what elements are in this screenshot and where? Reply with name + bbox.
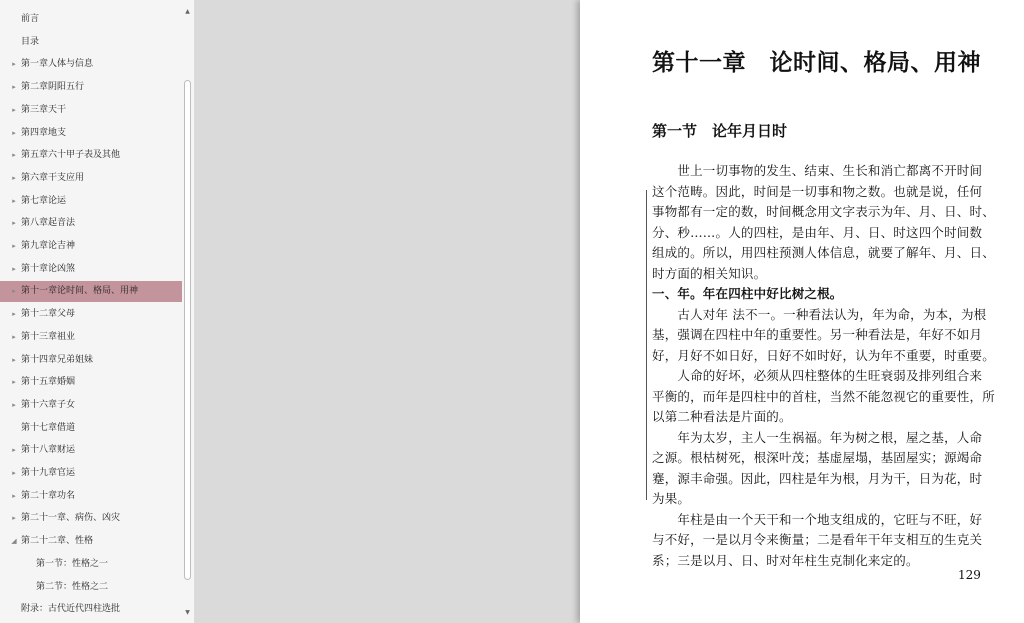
toc-item-label: 第二十章功名 [21, 490, 76, 501]
text-line: 分、秒……。人的四柱，是由年、月、日、时这四个时间数 [652, 224, 983, 240]
toc-item-label: 第二章阴阳五行 [21, 82, 85, 93]
toc-item[interactable] [0, 123, 182, 144]
expand-arrow-icon[interactable]: ▸ [12, 128, 16, 137]
text-line: 世上一切事物的发生、结束、生长和消亡都离不开时间 [652, 163, 983, 178]
expand-arrow-icon[interactable]: ▸ [12, 332, 16, 341]
text-line: 年柱是由一个天干和一个地支组成的，它旺与不旺，好 [652, 511, 983, 527]
toc-item-label: 第八章起音法 [21, 218, 76, 229]
toc-item[interactable] [0, 463, 182, 484]
expand-arrow-icon[interactable]: ▸ [12, 491, 16, 500]
toc-item[interactable] [0, 213, 182, 234]
expand-arrow-icon[interactable]: ▸ [12, 219, 16, 228]
toc-item-label: 第四章地支 [21, 127, 67, 138]
sidebar-scrollbar[interactable] [183, 8, 192, 617]
toc-item-label: 第五章六十甲子表及其他 [21, 150, 121, 161]
toc-sidebar [0, 0, 195, 623]
toc-item[interactable] [0, 327, 182, 348]
toc-item-label: 第十八章财运 [21, 445, 76, 456]
toc-item[interactable] [0, 236, 182, 257]
text-line: 基，强调在四柱中年的重要性。另一种看法是，年好不如月 [652, 327, 983, 342]
expand-arrow-icon[interactable]: ▸ [12, 60, 16, 69]
toc-item[interactable] [0, 259, 182, 280]
expand-arrow-icon[interactable]: ▸ [12, 446, 16, 455]
text-line: 以第二种看法是片面的。 [652, 409, 792, 424]
section-title: 第一节 论年月日时 [652, 122, 788, 140]
scroll-down-arrow-icon[interactable]: ▼ [185, 609, 190, 616]
expand-arrow-icon[interactable]: ▸ [12, 196, 16, 205]
toc-item[interactable] [0, 577, 182, 598]
toc-item[interactable] [0, 54, 182, 75]
toc-item-label: 第一章人体与信息 [21, 59, 94, 70]
text-line: 年为太岁，主人一生祸福。年为树之根，屋之基，人命 [652, 429, 983, 445]
text-line: 事物都有一定的数，时间概念用文字表示为年、月、日、时、 [652, 204, 995, 219]
text-line: 组成的。所以，用四柱预测人体信息，就要了解年、月、日、 [652, 245, 995, 260]
toc-item-label: 第二节：性格之二 [36, 581, 109, 592]
toc-item-label: 第十六章子女 [21, 399, 76, 410]
text-line: 系；三是以月、日、时对年柱生克制化来定的。 [652, 552, 919, 568]
toc-item-label: 第九章论吉神 [21, 241, 76, 251]
toc-item[interactable] [0, 9, 182, 30]
document-page [580, 0, 1024, 623]
expand-arrow-icon[interactable]: ▸ [12, 310, 16, 319]
toc-item[interactable] [0, 32, 182, 53]
text-line: 蹇，源丰命强。因此，四柱是年为根，月为干，日为花，时 [652, 470, 983, 486]
text-line: 人命的好坏，必须从四柱整体的生旺衰弱及排列组合来 [652, 368, 983, 383]
toc-item-label: 第三章天干 [21, 104, 67, 115]
toc-item-label: 第十一章论时间、格局、用神 [21, 286, 139, 297]
text-line: 这个范畴。因此，时间是一切事和物之数。也就是说，任何 [652, 183, 983, 199]
toc-item[interactable] [0, 145, 182, 166]
expand-arrow-icon[interactable]: ▸ [12, 469, 16, 477]
expand-arrow-icon[interactable]: ▸ [12, 264, 16, 273]
toc-item-label: 目录 [21, 36, 40, 47]
text-line: 与不好，一是以月令来衡量；二是看年干年支相互的生克关 [652, 532, 983, 547]
text-line: 一、年。年在四柱中好比树之根。 [652, 286, 843, 301]
expand-arrow-icon[interactable]: ▸ [12, 378, 16, 387]
toc-item[interactable] [0, 599, 182, 620]
toc-item[interactable] [0, 486, 182, 507]
toc-item[interactable] [0, 372, 182, 393]
margin-mark [646, 190, 647, 500]
toc-item-label: 第十五章婚姻 [21, 377, 76, 388]
expand-arrow-icon[interactable]: ▸ [12, 173, 16, 182]
toc-item-label: 第二十一章、病伤、凶灾 [21, 513, 121, 524]
toc-item-label: 第十七章借道 [21, 422, 76, 433]
toc-item[interactable] [0, 304, 182, 325]
toc-item[interactable] [0, 440, 182, 461]
expand-arrow-icon[interactable]: ▸ [12, 355, 16, 364]
text-line: 之源。根枯树死，根深叶茂；基虚屋塌，基固屋实；源竭命 [652, 450, 983, 465]
expand-arrow-icon[interactable]: ▸ [12, 514, 16, 523]
toc-item-label: 附录：古代近代四柱选批 [21, 604, 121, 615]
scrollbar-thumb[interactable] [184, 80, 191, 580]
toc-item[interactable] [0, 508, 182, 529]
toc-item-label: 第十四章兄弟姐妹 [21, 354, 94, 365]
expand-arrow-icon[interactable]: ▸ [12, 83, 16, 92]
text-line: 平衡的，而年是四柱中的首柱，当然不能忽视它的重要性，所 [652, 388, 995, 404]
toc-item-label: 第六章干支应用 [21, 172, 85, 183]
toc-item[interactable] [0, 100, 182, 121]
expand-arrow-icon[interactable]: ▸ [12, 400, 16, 409]
document-viewer-background [196, 0, 580, 623]
expand-arrow-icon[interactable]: ◢ [11, 537, 17, 546]
toc-item[interactable] [0, 77, 182, 98]
expand-arrow-icon[interactable]: ▸ [12, 151, 16, 160]
expand-arrow-icon[interactable]: ▸ [12, 105, 16, 114]
text-line: 时方面的相关知识。 [652, 265, 767, 281]
toc-item[interactable] [0, 168, 182, 189]
text-line: 为果。 [652, 491, 691, 506]
toc-item[interactable] [0, 350, 182, 371]
scroll-up-arrow-icon[interactable]: ▲ [185, 8, 190, 15]
toc-item[interactable] [0, 418, 182, 439]
toc-item[interactable] [0, 554, 182, 575]
toc-item[interactable] [0, 281, 182, 302]
toc-item[interactable] [0, 531, 182, 552]
toc-item-label: 第七章论运 [21, 195, 67, 206]
toc-item[interactable] [0, 191, 182, 212]
toc-item-label: 第十三章祖业 [21, 331, 76, 342]
toc-item-label: 第十章论凶煞 [21, 263, 76, 274]
toc-item[interactable] [0, 395, 182, 416]
toc-item-label: 第十九章官运 [21, 468, 76, 478]
toc-item-label: 第十二章父母 [21, 309, 76, 320]
page-number: 129 [958, 568, 981, 582]
text-line: 好，月好不如日好，日好不如时好，认为年不重要，时重要。 [652, 347, 995, 363]
expand-arrow-icon[interactable]: ▸ [12, 242, 16, 250]
toc-item-label: 前言 [21, 14, 40, 24]
toc-item-label: 第一节：性格之一 [36, 558, 109, 569]
chapter-title: 第十一章 论时间、格局、用神 [652, 49, 981, 76]
toc-item-label: 第二十二章、性格 [21, 536, 94, 547]
text-line: 古人对年 法不一。一种看法认为，年为命，为本，为根 [652, 306, 987, 322]
expand-arrow-icon[interactable]: ▸ [12, 287, 16, 296]
